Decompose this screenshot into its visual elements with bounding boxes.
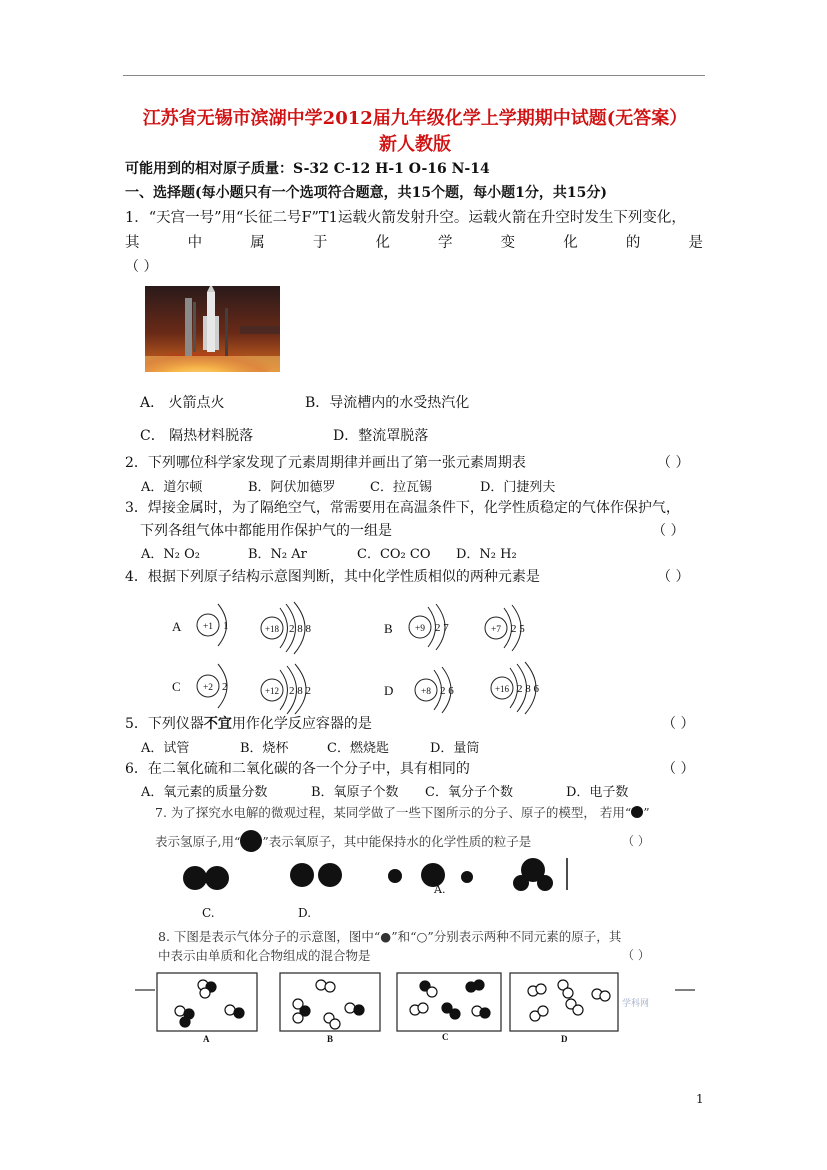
q7-option-a-label: A.: [434, 883, 446, 896]
q3-option-d: D．N₂ H₂: [456, 547, 517, 562]
nucleus-charge: +16: [494, 684, 510, 694]
q7-answer-paren: （ ）: [622, 834, 650, 848]
q7-stem-line2: [155, 830, 531, 852]
q1-word: 化: [563, 235, 578, 251]
oxygen-atom: [205, 866, 229, 890]
page-title: 江苏省无锡市滨湖中学2012届九年级化学上学期期中试题(无答案）: [142, 108, 688, 129]
q4-answer-paren: （ ）: [657, 569, 690, 585]
q1-stem: 1．“天宫一号”用“长征二号F”T1运载火箭发射升空。运载火箭在升空时发生下列变化，: [125, 210, 686, 226]
q7-molecule-models: [175, 850, 575, 930]
white-atom: [563, 988, 573, 998]
q1-option-b: B．导流槽内的水受热汽化: [305, 395, 470, 411]
q8-label-d: D: [561, 1034, 568, 1044]
black-atom: [480, 1008, 490, 1018]
q6-option-a: A．氧元素的质量分数: [141, 785, 268, 800]
q6-stem: 6．在二氧化硫和二氧化碳的各一个分子中，具有相同的: [125, 761, 470, 777]
q2-stem: 2．下列哪位科学家发现了元素周期律并画出了第一张元素周期表: [125, 455, 526, 471]
white-atom: [538, 1006, 548, 1016]
q5-option-a: A．试管: [141, 741, 190, 756]
q8-label-a: A: [203, 1034, 210, 1044]
electron-counts: 2 5: [511, 623, 525, 635]
black-atom: [354, 1005, 364, 1015]
q1-word: 于: [312, 235, 328, 251]
hydrogen-atom: [537, 875, 553, 891]
q2-option-b: B．阿伏加德罗: [248, 480, 336, 495]
option-c-box: [397, 973, 501, 1031]
nucleus-charge: +18: [264, 624, 280, 634]
q2-answer-paren: （ ）: [657, 455, 690, 471]
electron-counts: 2 7: [435, 622, 449, 634]
q8-stem: 8. 下图是表示气体分子的示意图，图中“●”和“○”分别表示两种不同元素的原子，其: [158, 929, 622, 944]
q7-stem: [155, 803, 650, 821]
oxygen-atom-icon: [240, 830, 262, 852]
q8-label-b: B: [327, 1034, 334, 1044]
q5-stem: [125, 713, 372, 733]
q7-line2-post: ”表示氧原子，其中能保持水的化学性质的粒子是: [262, 834, 532, 849]
white-atom: [418, 1003, 428, 1013]
q1-word: 变: [500, 235, 516, 251]
q3-answer-paren: （ ）: [652, 523, 685, 539]
electron-counts: 2: [222, 681, 228, 693]
q4-stem: 4．根据下列原子结构示意图判断，其中化学性质相似的两种元素是: [125, 569, 540, 585]
watermark-text: 学科网: [622, 998, 650, 1008]
q1-word: 其: [125, 235, 140, 251]
electron-shell-arc: [280, 670, 288, 710]
black-atom: [474, 980, 484, 990]
electron-counts: 2 8 6: [517, 683, 539, 695]
atom-label-c: C: [172, 679, 181, 694]
oxygen-atom: [290, 863, 314, 887]
electron-counts: 1: [223, 620, 229, 632]
header-rule: [123, 75, 705, 76]
q3-stem: 3．焊接金属时，为了隔绝空气，常需要用在高温条件下，化学性质稳定的气体作保护气，: [125, 500, 680, 516]
black-atom: [234, 1008, 244, 1018]
white-atom: [600, 991, 610, 1001]
q8-label-c: C: [442, 1032, 449, 1042]
atom-label-d: D: [384, 683, 394, 698]
atom-label-b: B: [384, 621, 393, 636]
q5-stem-pre: 5．下列仪器: [125, 716, 204, 732]
q7-stem-post: ”: [643, 805, 650, 820]
q6-option-b: B．氧原子个数: [311, 785, 399, 800]
q3-stem-line2: 下列各组气体中都能用作保护气的一组是: [140, 523, 392, 539]
q1-option-c: C． 隔热材料脱落: [140, 428, 254, 444]
nucleus-charge: +7: [490, 625, 502, 635]
white-atom: [573, 1005, 583, 1015]
q1-word: 属: [250, 235, 265, 251]
hydrogen-atom: [388, 869, 402, 883]
q5-option-c: C．燃烧匙: [327, 741, 389, 756]
q7-option-d-label: D.: [298, 906, 312, 920]
section-heading: 一、选择题(每小题只有一个选项符合题意，共15个题，每小题1分，共15分): [125, 185, 607, 201]
hydrogen-atom-icon: [631, 806, 643, 818]
q1-word: 是: [688, 235, 703, 251]
q5-option-d: D．量筒: [430, 741, 480, 756]
q1-word: 化: [375, 235, 390, 251]
q1-word: 的: [625, 235, 641, 251]
q7-stem-pre: 7. 为了探究水电解的微观过程，某同学做了一些下图所示的分子、原子的模型， 若用“: [155, 805, 632, 820]
white-atom: [345, 1003, 355, 1013]
atom-structure-diagrams: [160, 590, 580, 715]
white-atom: [427, 987, 437, 997]
q8-stem-line2: 中表示由单质和化合物组成的混合物是: [158, 948, 371, 963]
oxygen-atom: [183, 866, 207, 890]
white-atom: [200, 988, 210, 998]
q1-answer-paren: （ ）: [125, 259, 158, 275]
black-atom: [180, 1017, 190, 1027]
white-atom: [316, 980, 326, 990]
atomic-masses: 可能用到的相对原子质量：S-32 C-12 H-1 O-16 N-14: [125, 161, 490, 177]
white-atom: [536, 984, 546, 994]
nucleus-charge: +12: [264, 686, 280, 696]
q1-stem-line2: [125, 231, 703, 252]
hydrogen-atom: [513, 875, 529, 891]
q8-gas-molecule-diagrams: [135, 968, 695, 1048]
q1-option-d: D．整流罩脱落: [333, 428, 429, 444]
q3-option-a: A．N₂ O₂: [141, 547, 200, 562]
page-number: 1: [696, 1092, 704, 1106]
q5-stem-post: 用作化学反应容器的是: [231, 716, 372, 732]
electron-counts: 2 8 8: [289, 623, 311, 635]
q3-option-b: B．N₂ Ar: [248, 547, 307, 562]
q8-answer-paren: （ ）: [622, 948, 650, 962]
q5-stem-emphasis: 不宜: [203, 716, 232, 732]
nucleus-charge: +1: [202, 622, 214, 632]
q1-word: 学: [438, 235, 453, 251]
q6-answer-paren: （ ）: [662, 761, 695, 777]
q6-option-d: D．电子数: [566, 785, 629, 800]
black-atom: [450, 1009, 460, 1019]
white-atom: [330, 1019, 340, 1029]
rocket-launch-image: [145, 286, 280, 372]
q7-option-c-label: C.: [202, 906, 215, 920]
hydrogen-atom: [461, 871, 473, 883]
q2-option-c: C．拉瓦锡: [370, 480, 432, 495]
electron-shell-arc: [280, 608, 288, 648]
electron-counts: 2 8 2: [289, 685, 311, 697]
page-subtitle: 新人教版: [379, 134, 451, 155]
q5-option-b: B．烧杯: [240, 741, 289, 756]
nucleus-charge: +2: [202, 683, 214, 693]
oxygen-atom: [318, 863, 342, 887]
q2-option-d: D．门捷列夫: [480, 480, 556, 495]
q1-option-a: A． 火箭点火: [140, 395, 225, 411]
nucleus-charge: +9: [414, 624, 426, 634]
q7-line2-pre: 表示氢原子,用“: [155, 834, 241, 849]
q5-answer-paren: （ ）: [662, 716, 695, 732]
white-atom: [293, 1013, 303, 1023]
nucleus-charge: +8: [420, 687, 432, 697]
white-atom: [325, 982, 335, 992]
q2-option-a: A．道尔顿: [141, 480, 203, 495]
electron-counts: 2 6: [440, 685, 454, 697]
q1-word: 中: [187, 235, 203, 251]
q6-option-c: C．氧分子个数: [425, 785, 513, 800]
atom-label-a: A: [172, 619, 182, 634]
q3-option-c: C．CO₂ CO: [357, 547, 431, 562]
